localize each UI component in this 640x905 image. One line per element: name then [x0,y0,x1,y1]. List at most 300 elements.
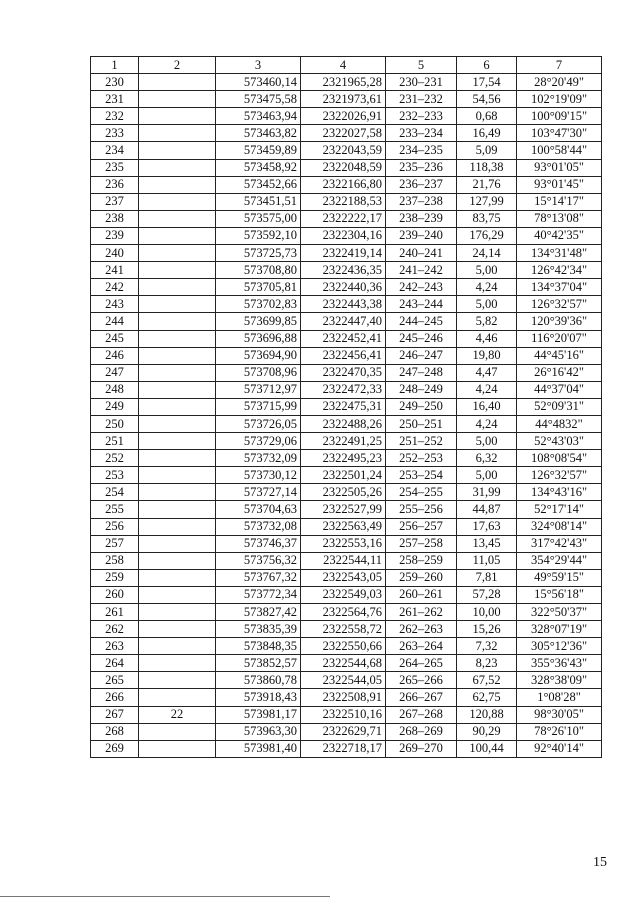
length-cell: 17,63 [457,518,517,535]
point-number-cell: 267 [91,706,139,723]
table-body [91,74,602,758]
table-row [91,91,602,108]
segment-cell: 232–233 [386,108,457,125]
table-row [91,415,602,432]
bearing-cell: 100°09'15" [517,108,602,125]
section-number-cell [139,415,216,432]
bearing-cell: 52°17'14" [517,501,602,518]
y-coordinate-cell: 2322527,99 [301,501,386,518]
length-cell: 62,75 [457,689,517,706]
section-number-cell [139,723,216,740]
section-number-cell [139,655,216,672]
section-number-cell [139,467,216,484]
section-number-cell [139,484,216,501]
y-coordinate-cell: 2322419,14 [301,245,386,262]
x-coordinate-cell: 573696,88 [216,330,301,347]
x-coordinate-cell: 573575,00 [216,210,301,227]
segment-cell: 250–251 [386,415,457,432]
section-number-cell [139,74,216,91]
section-number-cell [139,621,216,638]
length-cell: 21,76 [457,176,517,193]
x-coordinate-cell: 573705,81 [216,279,301,296]
point-number-cell: 255 [91,501,139,518]
table-row [91,655,602,672]
x-coordinate-cell: 573918,43 [216,689,301,706]
bearing-cell: 26°16'42" [517,364,602,381]
column-header-1: 1 [91,57,139,74]
segment-cell: 263–264 [386,638,457,655]
bearing-cell: 44°45'16" [517,347,602,364]
table-row [91,450,602,467]
y-coordinate-cell: 2322470,35 [301,364,386,381]
section-number-cell [139,689,216,706]
header-row [91,57,602,74]
table-row [91,210,602,227]
y-coordinate-cell: 2322491,25 [301,433,386,450]
point-number-cell: 265 [91,672,139,689]
y-coordinate-cell: 2322508,91 [301,689,386,706]
length-cell: 100,44 [457,740,517,757]
section-number-cell [139,569,216,586]
x-coordinate-cell: 573708,96 [216,364,301,381]
segment-cell: 261–262 [386,604,457,621]
length-cell: 11,05 [457,552,517,569]
table-row [91,621,602,638]
segment-cell: 252–253 [386,450,457,467]
bearing-cell: 355°36'43" [517,655,602,672]
table-row [91,604,602,621]
point-number-cell: 264 [91,655,139,672]
bearing-cell: 44°4832" [517,415,602,432]
segment-cell: 248–249 [386,381,457,398]
point-number-cell: 251 [91,433,139,450]
segment-cell: 233–234 [386,125,457,142]
y-coordinate-cell: 2322456,41 [301,347,386,364]
segment-cell: 259–260 [386,569,457,586]
point-number-cell: 242 [91,279,139,296]
segment-cell: 264–265 [386,655,457,672]
point-number-cell: 257 [91,535,139,552]
length-cell: 10,00 [457,604,517,621]
y-coordinate-cell: 2322553,16 [301,535,386,552]
section-number-cell [139,330,216,347]
segment-cell: 266–267 [386,689,457,706]
point-number-cell: 254 [91,484,139,501]
x-coordinate-cell: 573848,35 [216,638,301,655]
length-cell: 4,24 [457,279,517,296]
x-coordinate-cell: 573475,58 [216,91,301,108]
table-row [91,552,602,569]
segment-cell: 244–245 [386,313,457,330]
length-cell: 118,38 [457,159,517,176]
x-coordinate-cell: 573460,14 [216,74,301,91]
x-coordinate-cell: 573981,17 [216,706,301,723]
length-cell: 4,47 [457,364,517,381]
point-number-cell: 266 [91,689,139,706]
y-coordinate-cell: 2322544,11 [301,552,386,569]
bearing-cell: 1°08'28" [517,689,602,706]
x-coordinate-cell: 573860,78 [216,672,301,689]
x-coordinate-cell: 573708,80 [216,262,301,279]
bearing-cell: 93°01'45" [517,176,602,193]
length-cell: 13,45 [457,535,517,552]
segment-cell: 243–244 [386,296,457,313]
length-cell: 0,68 [457,108,517,125]
length-cell: 15,26 [457,621,517,638]
x-coordinate-cell: 573694,90 [216,347,301,364]
length-cell: 7,81 [457,569,517,586]
y-coordinate-cell: 2322043,59 [301,142,386,159]
section-number-cell [139,279,216,296]
table-row [91,501,602,518]
table-row [91,518,602,535]
column-header-4: 4 [301,57,386,74]
point-number-cell: 238 [91,210,139,227]
bearing-cell: 108°08'54" [517,450,602,467]
section-number-cell [139,142,216,159]
table-header [91,57,602,74]
length-cell: 5,82 [457,313,517,330]
segment-cell: 238–239 [386,210,457,227]
bearing-cell: 52°43'03" [517,433,602,450]
bearing-cell: 15°14'17" [517,193,602,210]
length-cell: 44,87 [457,501,517,518]
x-coordinate-cell: 573827,42 [216,604,301,621]
x-coordinate-cell: 573732,09 [216,450,301,467]
segment-cell: 257–258 [386,535,457,552]
bearing-cell: 126°32'57" [517,467,602,484]
bearing-cell: 78°26'10" [517,723,602,740]
segment-cell: 269–270 [386,740,457,757]
section-number-cell [139,535,216,552]
bearing-cell: 126°32'57" [517,296,602,313]
point-number-cell: 250 [91,415,139,432]
length-cell: 6,32 [457,450,517,467]
point-number-cell: 263 [91,638,139,655]
bearing-cell: 44°37'04" [517,381,602,398]
x-coordinate-cell: 573852,57 [216,655,301,672]
length-cell: 5,09 [457,142,517,159]
table-row [91,364,602,381]
table-row [91,740,602,757]
length-cell: 83,75 [457,210,517,227]
length-cell: 31,99 [457,484,517,501]
x-coordinate-cell: 573458,92 [216,159,301,176]
table-row [91,689,602,706]
x-coordinate-cell: 573725,73 [216,245,301,262]
table-row [91,108,602,125]
table-row [91,330,602,347]
bearing-cell: 324°08'14" [517,518,602,535]
y-coordinate-cell: 2322510,16 [301,706,386,723]
point-number-cell: 241 [91,262,139,279]
point-number-cell: 260 [91,586,139,603]
table-row [91,433,602,450]
length-cell: 17,54 [457,74,517,91]
segment-cell: 254–255 [386,484,457,501]
y-coordinate-cell: 2322222,17 [301,210,386,227]
segment-cell: 255–256 [386,501,457,518]
bearing-cell: 78°13'08" [517,210,602,227]
section-number-cell [139,381,216,398]
table-row [91,159,602,176]
x-coordinate-cell: 573963,30 [216,723,301,740]
segment-cell: 242–243 [386,279,457,296]
section-number-cell [139,125,216,142]
footer-rule [0,896,330,897]
bearing-cell: 328°07'19" [517,621,602,638]
length-cell: 8,23 [457,655,517,672]
segment-cell: 235–236 [386,159,457,176]
x-coordinate-cell: 573463,82 [216,125,301,142]
section-number-cell [139,210,216,227]
x-coordinate-cell: 573463,94 [216,108,301,125]
y-coordinate-cell: 2322452,41 [301,330,386,347]
point-number-cell: 233 [91,125,139,142]
bearing-cell: 40°42'35" [517,227,602,244]
table-row [91,638,602,655]
section-number-cell: 22 [139,706,216,723]
section-number-cell [139,398,216,415]
bearing-cell: 98°30'05" [517,706,602,723]
length-cell: 16,49 [457,125,517,142]
y-coordinate-cell: 2322564,76 [301,604,386,621]
table-row [91,227,602,244]
bearing-cell: 126°42'34" [517,262,602,279]
y-coordinate-cell: 2322475,31 [301,398,386,415]
length-cell: 5,00 [457,433,517,450]
y-coordinate-cell: 2322505,26 [301,484,386,501]
y-coordinate-cell: 2322549,03 [301,586,386,603]
segment-cell: 265–266 [386,672,457,689]
length-cell: 57,28 [457,586,517,603]
bearing-cell: 134°31'48" [517,245,602,262]
point-number-cell: 237 [91,193,139,210]
point-number-cell: 253 [91,467,139,484]
table-row [91,74,602,91]
segment-cell: 268–269 [386,723,457,740]
table-row [91,535,602,552]
x-coordinate-cell: 573730,12 [216,467,301,484]
column-header-6: 6 [457,57,517,74]
y-coordinate-cell: 2322543,05 [301,569,386,586]
y-coordinate-cell: 2322488,26 [301,415,386,432]
point-number-cell: 243 [91,296,139,313]
table-row [91,245,602,262]
table-row [91,313,602,330]
section-number-cell [139,552,216,569]
y-coordinate-cell: 2322443,38 [301,296,386,313]
y-coordinate-cell: 2322447,40 [301,313,386,330]
table-row [91,193,602,210]
x-coordinate-cell: 573451,51 [216,193,301,210]
point-number-cell: 240 [91,245,139,262]
y-coordinate-cell: 2322166,80 [301,176,386,193]
length-cell: 5,00 [457,296,517,313]
section-number-cell [139,672,216,689]
segment-cell: 267–268 [386,706,457,723]
bearing-cell: 328°38'09" [517,672,602,689]
section-number-cell [139,433,216,450]
length-cell: 5,00 [457,262,517,279]
column-header-7: 7 [517,57,602,74]
coordinates-table [90,56,602,758]
table-row [91,569,602,586]
x-coordinate-cell: 573767,32 [216,569,301,586]
bearing-cell: 116°20'07" [517,330,602,347]
point-number-cell: 234 [91,142,139,159]
y-coordinate-cell: 2322440,36 [301,279,386,296]
x-coordinate-cell: 573459,89 [216,142,301,159]
point-number-cell: 268 [91,723,139,740]
length-cell: 127,99 [457,193,517,210]
length-cell: 4,24 [457,381,517,398]
x-coordinate-cell: 573835,39 [216,621,301,638]
segment-cell: 240–241 [386,245,457,262]
x-coordinate-cell: 573756,32 [216,552,301,569]
length-cell: 24,14 [457,245,517,262]
segment-cell: 234–235 [386,142,457,159]
segment-cell: 251–252 [386,433,457,450]
x-coordinate-cell: 573729,06 [216,433,301,450]
segment-cell: 262–263 [386,621,457,638]
length-cell: 176,29 [457,227,517,244]
y-coordinate-cell: 2322026,91 [301,108,386,125]
table-row [91,672,602,689]
x-coordinate-cell: 573704,63 [216,501,301,518]
bearing-cell: 49°59'15" [517,569,602,586]
bearing-cell: 100°58'44" [517,142,602,159]
length-cell: 90,29 [457,723,517,740]
point-number-cell: 235 [91,159,139,176]
bearing-cell: 322°50'37" [517,604,602,621]
y-coordinate-cell: 2321965,28 [301,74,386,91]
section-number-cell [139,450,216,467]
table-row [91,279,602,296]
length-cell: 7,32 [457,638,517,655]
segment-cell: 260–261 [386,586,457,603]
y-coordinate-cell: 2321973,61 [301,91,386,108]
segment-cell: 247–248 [386,364,457,381]
point-number-cell: 259 [91,569,139,586]
point-number-cell: 261 [91,604,139,621]
table-row [91,347,602,364]
x-coordinate-cell: 573715,99 [216,398,301,415]
point-number-cell: 244 [91,313,139,330]
section-number-cell [139,245,216,262]
point-number-cell: 236 [91,176,139,193]
length-cell: 16,40 [457,398,517,415]
y-coordinate-cell: 2322629,71 [301,723,386,740]
point-number-cell: 231 [91,91,139,108]
bearing-cell: 120°39'36" [517,313,602,330]
column-header-2: 2 [139,57,216,74]
section-number-cell [139,227,216,244]
section-number-cell [139,193,216,210]
bearing-cell: 305°12'36" [517,638,602,655]
x-coordinate-cell: 573712,97 [216,381,301,398]
y-coordinate-cell: 2322563,49 [301,518,386,535]
section-number-cell [139,176,216,193]
y-coordinate-cell: 2322550,66 [301,638,386,655]
length-cell: 5,00 [457,467,517,484]
segment-cell: 239–240 [386,227,457,244]
bearing-cell: 102°19'09" [517,91,602,108]
point-number-cell: 239 [91,227,139,244]
x-coordinate-cell: 573726,05 [216,415,301,432]
y-coordinate-cell: 2322558,72 [301,621,386,638]
segment-cell: 241–242 [386,262,457,279]
point-number-cell: 230 [91,74,139,91]
section-number-cell [139,604,216,621]
point-number-cell: 269 [91,740,139,757]
x-coordinate-cell: 573746,37 [216,535,301,552]
table-row [91,467,602,484]
point-number-cell: 245 [91,330,139,347]
section-number-cell [139,108,216,125]
point-number-cell: 262 [91,621,139,638]
y-coordinate-cell: 2322544,68 [301,655,386,672]
y-coordinate-cell: 2322501,24 [301,467,386,484]
x-coordinate-cell: 573699,85 [216,313,301,330]
segment-cell: 236–237 [386,176,457,193]
table-row [91,706,602,723]
bearing-cell: 28°20'49" [517,74,602,91]
section-number-cell [139,262,216,279]
bearing-cell: 93°01'05" [517,159,602,176]
x-coordinate-cell: 573452,66 [216,176,301,193]
point-number-cell: 258 [91,552,139,569]
y-coordinate-cell: 2322048,59 [301,159,386,176]
bearing-cell: 134°37'04" [517,279,602,296]
point-number-cell: 256 [91,518,139,535]
segment-cell: 245–246 [386,330,457,347]
bearing-cell: 52°09'31" [517,398,602,415]
table-row [91,262,602,279]
segment-cell: 249–250 [386,398,457,415]
bearing-cell: 15°56'18" [517,586,602,603]
table-row [91,125,602,142]
y-coordinate-cell: 2322188,53 [301,193,386,210]
y-coordinate-cell: 2322436,35 [301,262,386,279]
point-number-cell: 247 [91,364,139,381]
segment-cell: 258–259 [386,552,457,569]
segment-cell: 246–247 [386,347,457,364]
column-header-3: 3 [216,57,301,74]
section-number-cell [139,159,216,176]
length-cell: 4,46 [457,330,517,347]
section-number-cell [139,364,216,381]
length-cell: 19,80 [457,347,517,364]
x-coordinate-cell: 573732,08 [216,518,301,535]
x-coordinate-cell: 573772,34 [216,586,301,603]
table-row [91,296,602,313]
section-number-cell [139,501,216,518]
segment-cell: 237–238 [386,193,457,210]
page-number: 15 [593,855,607,870]
table-row [91,586,602,603]
table-row [91,142,602,159]
column-header-5: 5 [386,57,457,74]
point-number-cell: 249 [91,398,139,415]
point-number-cell: 232 [91,108,139,125]
y-coordinate-cell: 2322544,05 [301,672,386,689]
bearing-cell: 103°47'30" [517,125,602,142]
section-number-cell [139,296,216,313]
section-number-cell [139,740,216,757]
section-number-cell [139,586,216,603]
segment-cell: 231–232 [386,91,457,108]
